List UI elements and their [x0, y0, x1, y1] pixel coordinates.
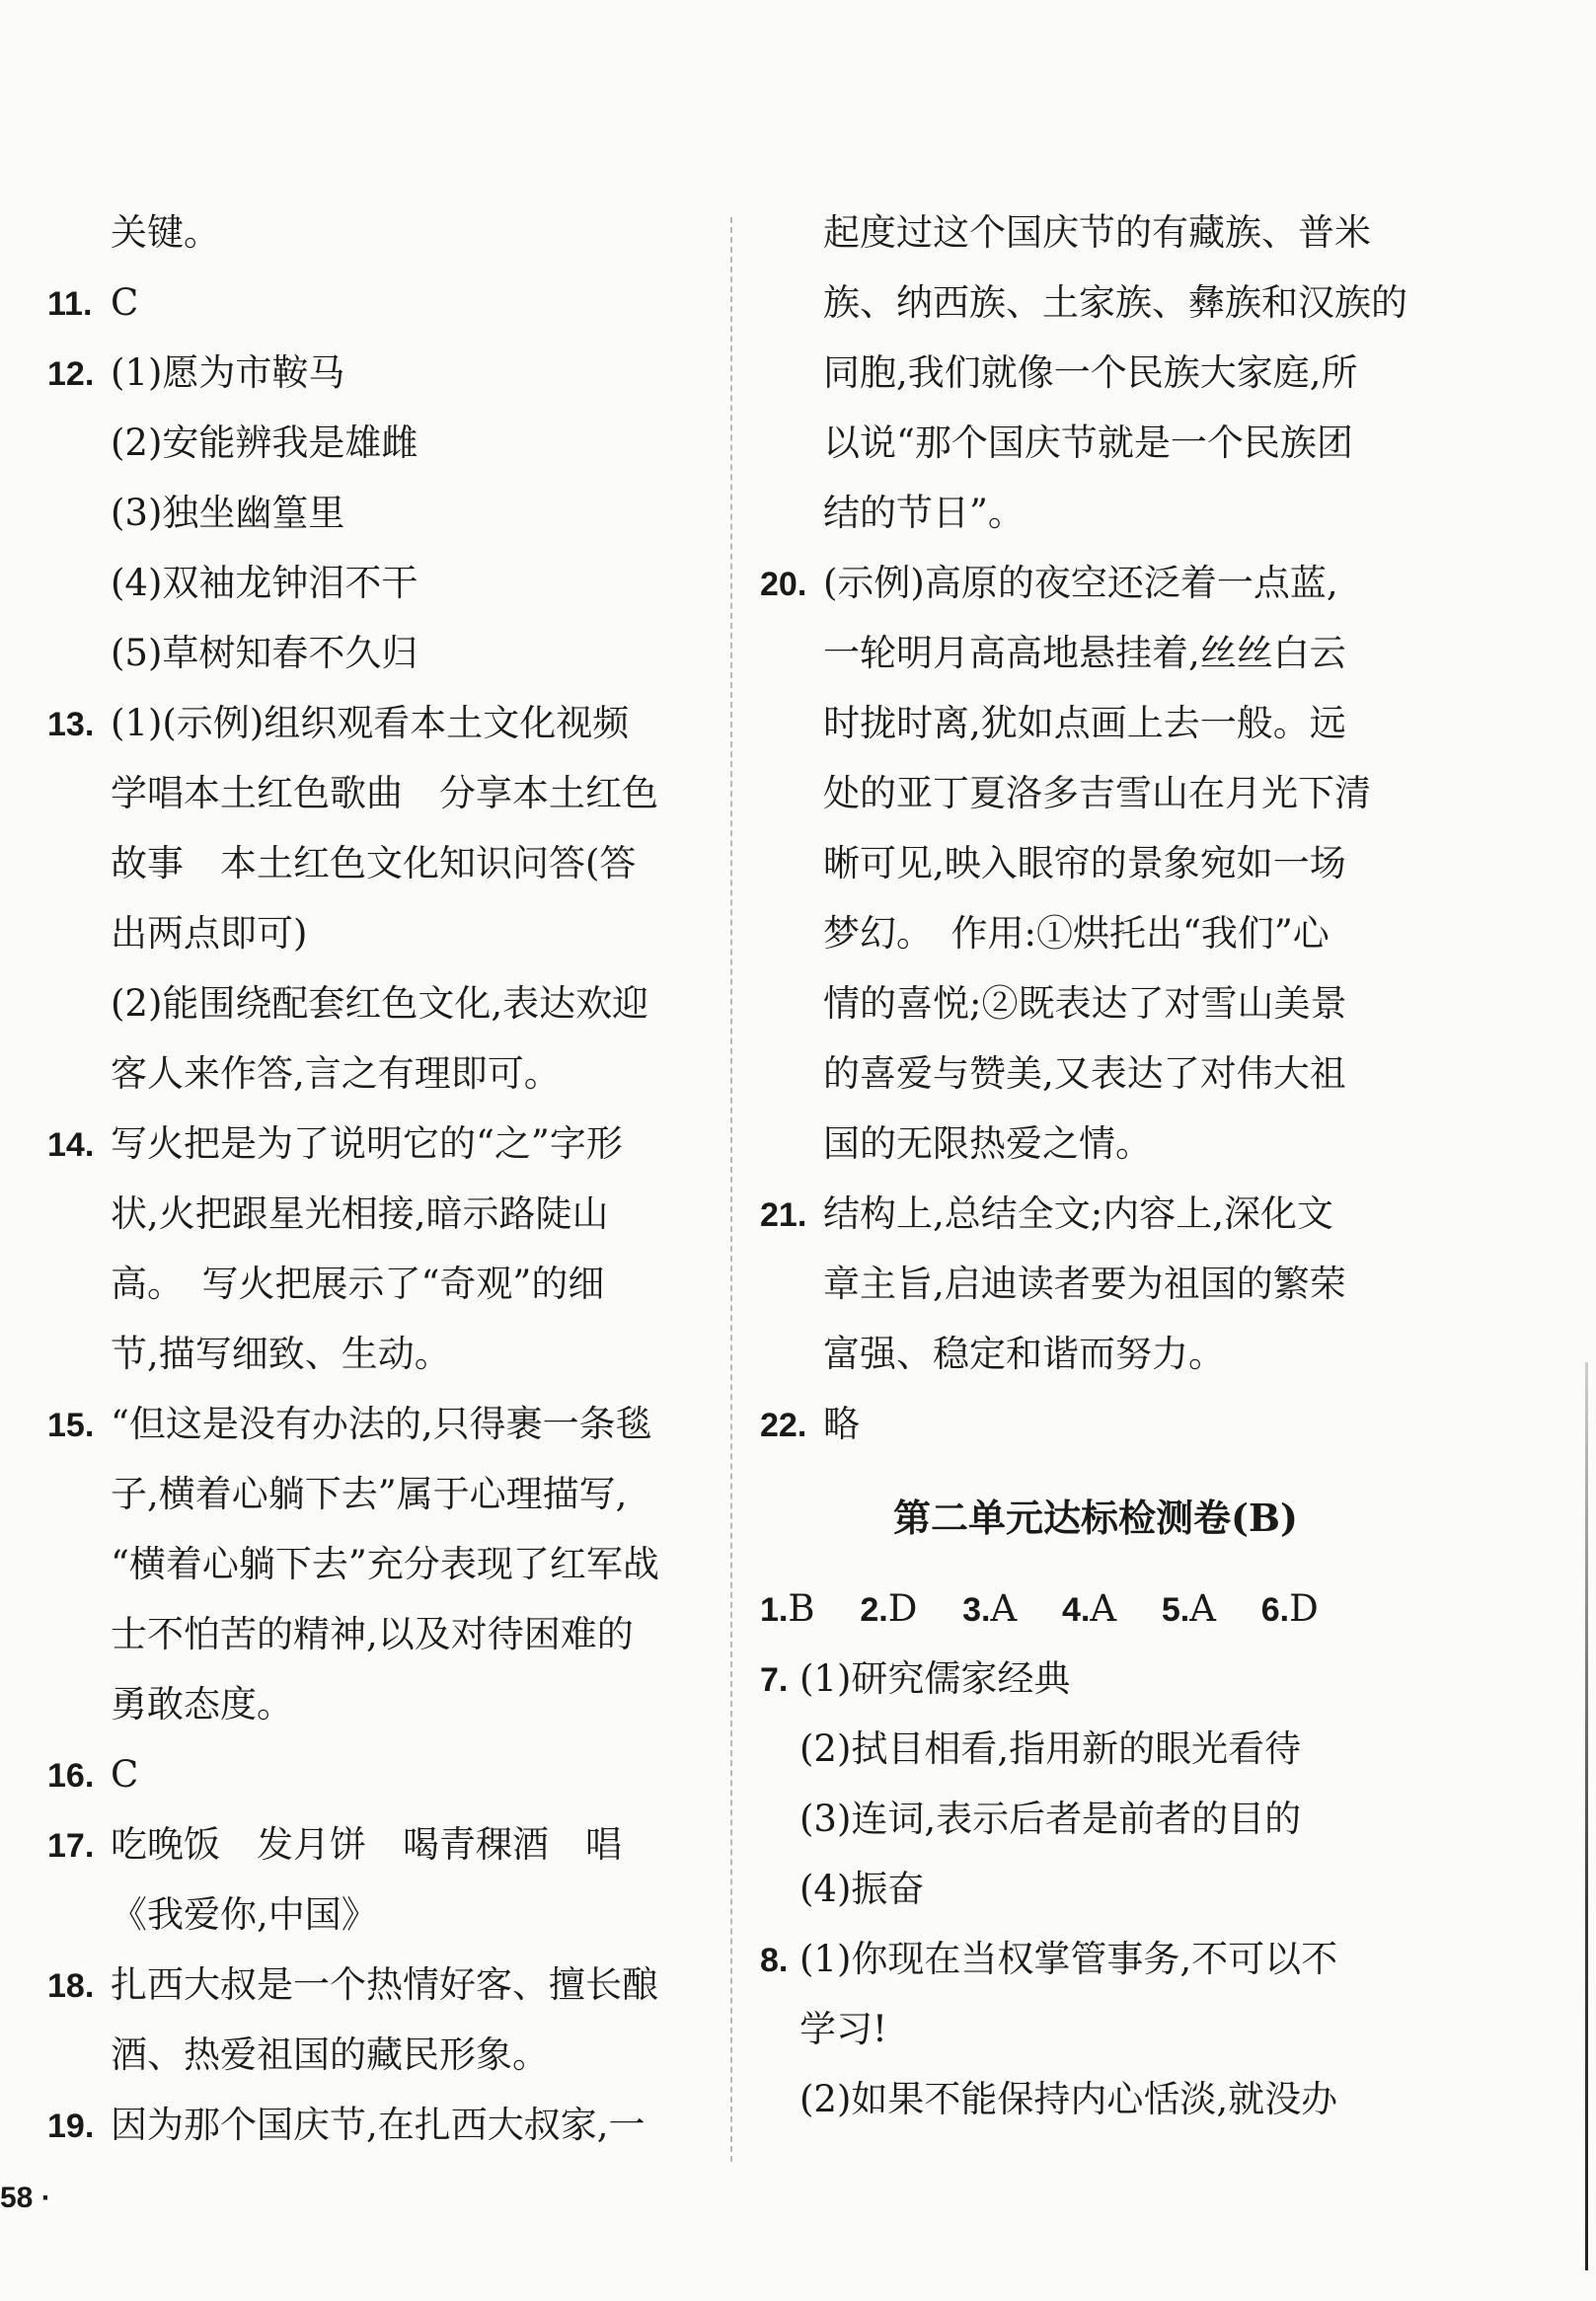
answer-text: 写火把是为了说明它的“之”字形: [111, 1122, 623, 1165]
question-number: 15.: [47, 1407, 95, 1444]
question-number: 17.: [47, 1827, 95, 1865]
answer-line: (2)拭目相看,指用新的眼光看待: [799, 1727, 1302, 1770]
answer-14: [47, 1109, 719, 1179]
answer-21: [760, 1179, 1431, 1249]
answer-text: 因为那个国庆节,在扎西大叔家,一: [111, 2104, 646, 2146]
multiple-choice-answers: [760, 1573, 1431, 1644]
column-divider: [730, 217, 732, 2162]
answer-text: D: [887, 1587, 918, 1630]
answer-line: 同胞,我们就像一个民族大家庭,所: [823, 351, 1358, 394]
answer-15: [47, 1389, 719, 1459]
question-number: 19.: [47, 2108, 95, 2145]
mc-answer: [1062, 1573, 1116, 1646]
answer-text: (1)你现在当权掌管事务,不可以不: [799, 1938, 1338, 1980]
answer-line: 勇敢态度。: [111, 1683, 293, 1726]
answer-text: B: [788, 1587, 815, 1630]
question-number: 8.: [760, 1942, 789, 1979]
question-number: 18.: [47, 1967, 95, 2005]
answer-line: 一轮明月高高地悬挂着,丝丝白云: [823, 632, 1346, 674]
question-number: 13.: [47, 706, 95, 743]
answer-text: A: [990, 1587, 1018, 1630]
answer-line: 结的节日”。: [823, 492, 1025, 534]
question-number: 6.: [1260, 1591, 1290, 1629]
answer-text: D: [1289, 1587, 1319, 1630]
section-title: 第二单元达标检测卷(B): [892, 1496, 1299, 1540]
answer-text: A: [1189, 1587, 1216, 1630]
answer-line: (4)双袖龙钟泪不干: [111, 562, 418, 604]
answer-line: 起度过这个国庆节的有藏族、普米: [823, 211, 1371, 254]
question-number: 20.: [760, 566, 807, 603]
answer-line: 客人来作答,言之有理即可。: [111, 1052, 561, 1095]
answer-text: 结构上,总结全文;内容上,深化文: [823, 1192, 1333, 1235]
question-number: 7.: [760, 1661, 789, 1699]
question-number: 1.: [760, 1591, 789, 1629]
answer-7: [760, 1644, 1431, 1714]
question-number: 14.: [47, 1126, 95, 1164]
answer-line: 出两点即可): [111, 912, 308, 955]
answer-line: 酒、热爱祖国的藏民形象。: [111, 2033, 549, 2076]
mc-answer: [1162, 1573, 1216, 1646]
answer-line: 国的无限热爱之情。: [823, 1122, 1152, 1165]
answer-line: 关键。: [111, 211, 220, 254]
question-number: 21.: [760, 1196, 807, 1234]
answer-text: (示例)高原的夜空还泛着一点蓝,: [823, 562, 1338, 604]
question-number: 12.: [47, 355, 95, 393]
answer-line: (3)连词,表示后者是前者的目的: [799, 1798, 1302, 1840]
question-number: 4.: [1061, 1591, 1091, 1629]
answer-line: 高。 写火把展示了“奇观”的细: [111, 1263, 605, 1305]
answer-line: 《我爱你,中国》: [111, 1893, 378, 1936]
answer-line: (2)如果不能保持内心恬淡,就没办: [799, 2078, 1338, 2120]
answer-text: 略: [823, 1403, 860, 1445]
answer-line: 的喜爱与赞美,又表达了对伟大祖: [823, 1052, 1346, 1095]
answer-20: [760, 548, 1431, 618]
answer-22: [760, 1389, 1431, 1459]
answer-line: 故事 本土红色文化知识问答(答: [111, 842, 637, 884]
question-number: 2.: [860, 1591, 888, 1629]
answer-line: 时拢时离,犹如点画上去一般。远: [823, 702, 1346, 744]
answer-line: 梦幻。 作用:①烘托出“我们”心: [823, 912, 1330, 955]
answer-18: [47, 1950, 719, 2020]
answer-text: C: [111, 1753, 139, 1796]
answer-8: [760, 1924, 1431, 1994]
answer-text: C: [111, 281, 139, 324]
mc-answer: [1261, 1573, 1319, 1646]
question-number: 22.: [760, 1407, 807, 1444]
mc-answer: [860, 1573, 917, 1646]
answer-text: 扎西大叔是一个热情好客、擅长酿: [111, 1963, 658, 2006]
answer-line: 节,描写细致、生动。: [111, 1333, 451, 1375]
answer-line: (4)振奋: [799, 1868, 925, 1910]
answer-16: [47, 1739, 719, 1809]
answer-line: (2)安能辨我是雄雌: [111, 422, 418, 464]
answer-line: 状,火把跟星光相接,暗示路陡山: [111, 1192, 609, 1235]
answer-line: 以说“那个国庆节就是一个民族团: [823, 422, 1353, 464]
answer-line: (2)能围绕配套红色文化,表达欢迎: [111, 982, 649, 1025]
answer-line: 学唱本土红色歌曲 分享本土红色: [111, 772, 658, 814]
answer-text: (1)(示例)组织观看本土文化视频: [111, 702, 630, 744]
answer-text: “但这是没有办法的,只得裹一条毯: [111, 1403, 652, 1445]
answer-text: A: [1090, 1587, 1117, 1630]
question-number: 5.: [1161, 1591, 1190, 1629]
answer-line: (3)独坐幽篁里: [111, 492, 345, 534]
right-column: [760, 197, 1431, 2134]
answer-text: (1)愿为市鞍马: [111, 351, 345, 394]
question-number: 16.: [47, 1757, 95, 1795]
page-edge-shadow: [1585, 1362, 1588, 2270]
answer-12: [47, 338, 719, 408]
mc-answer: [760, 1573, 815, 1646]
answer-text: 吃晚饭 发月饼 喝青稞酒 唱: [111, 1823, 622, 1866]
answer-11: [47, 268, 719, 338]
answer-line: 富强、稳定和谐而努力。: [823, 1333, 1225, 1375]
answer-line: 族、纳西族、土家族、彝族和汉族的: [823, 281, 1407, 324]
answer-text: (1)研究儒家经典: [799, 1657, 1071, 1700]
answer-line: “横着心躺下去”充分表现了红军战: [111, 1543, 659, 1585]
answer-line: 章主旨,启迪读者要为祖国的繁荣: [823, 1263, 1346, 1305]
answer-13: [47, 688, 719, 758]
answer-line: 处的亚丁夏洛多吉雪山在月光下清: [823, 772, 1371, 814]
mc-answer: [962, 1573, 1017, 1646]
question-number: 3.: [962, 1591, 991, 1629]
answer-17: [47, 1809, 719, 1879]
answer-line: 情的喜悦;②既表达了对雪山美景: [823, 982, 1347, 1025]
answer-line: 士不怕苦的精神,以及对待困难的: [111, 1613, 634, 1655]
answer-line: 晰可见,映入眼帘的景象宛如一场: [823, 842, 1346, 884]
left-column: [47, 197, 719, 2160]
answer-line: (5)草树知春不久归: [111, 632, 418, 674]
question-number: 11.: [47, 285, 93, 323]
answer-line: 子,横着心躺下去”属于心理描写,: [111, 1473, 628, 1515]
page-number: 58 ·: [0, 2182, 51, 2214]
answer-line: 学习!: [799, 2008, 887, 2050]
answer-19: [47, 2090, 719, 2160]
